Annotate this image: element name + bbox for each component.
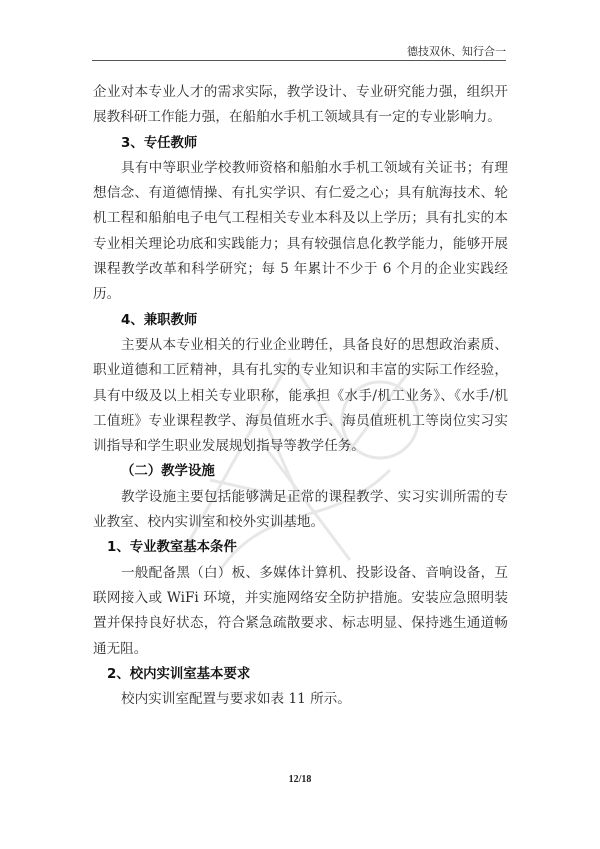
heading-training-room: 2、校内实训室基本要求 [107,666,251,682]
page-number: 12/18 [288,774,312,785]
paragraph-parttime-teachers: 主要从本专业相关的行业企业聘任，具备良好的思想政治素质、职业道德和工匠精神，具有扎实的专业知识和丰富的实际工作经验，具有中级及以上相关专业职称，能承担《水手/机工业务》、《水手/机工值班》专业课程教学、海员值班水手、海员值班机工等岗位实习实训指导和学生职业发展规划指导等教学任务。 [93,336,508,455]
page-header [92,40,506,61]
heading-teaching-facilities: （二）教学设施 [121,464,215,480]
paragraph-fulltime-teachers: 具有中等职业学校教师资格和船舶水手机工领域有关证书；有理想信念、有道德情操、有扎实学识、有仁爱之心；具有航海技术、轮机工程和船舶电子电气工程相关专业本科及以上学历；具有扎实的本专业相关理论功底和实践能力；具有较强信息化教学能力，能够开展课程教学改革和科学研究；每 5 年累计不少于 6 个月的企业实践经历。 [93,159,508,303]
document-body [93,80,508,712]
paragraph-continued: 企业对本专业人才的需求实际，教学设计、专业研究能力强，组织开展教科研工作能力强，在船舶水手机工领域具有一定的专业影响力。 [93,84,508,126]
heading-classroom-conditions: 1、专业教室基本条件 [107,540,237,556]
paragraph-classroom-conditions: 一般配备黑（白）板、多媒体计算机、投影设备、音响设备，互联网接入或 WiFi 环境，并实施网络安全防护措施。安装应急照明装置并保持良好状态，符合紧急疏散要求、标志明显、保持逃生通道畅通无阻。 [93,564,508,657]
heading-fulltime-teachers: 3、专任教师 [121,135,198,151]
paragraph-teaching-facilities: 教学设施主要包括能够满足正常的课程教学、实习实训所需的专业教室、校内实训室和校外实训基地。 [93,488,508,531]
header-motto: 德技双休、知行合一 [407,45,506,58]
heading-parttime-teachers: 4、兼职教师 [121,312,198,328]
paragraph-training-room: 校内实训室配置与要求如表 11 所示。 [121,691,351,708]
